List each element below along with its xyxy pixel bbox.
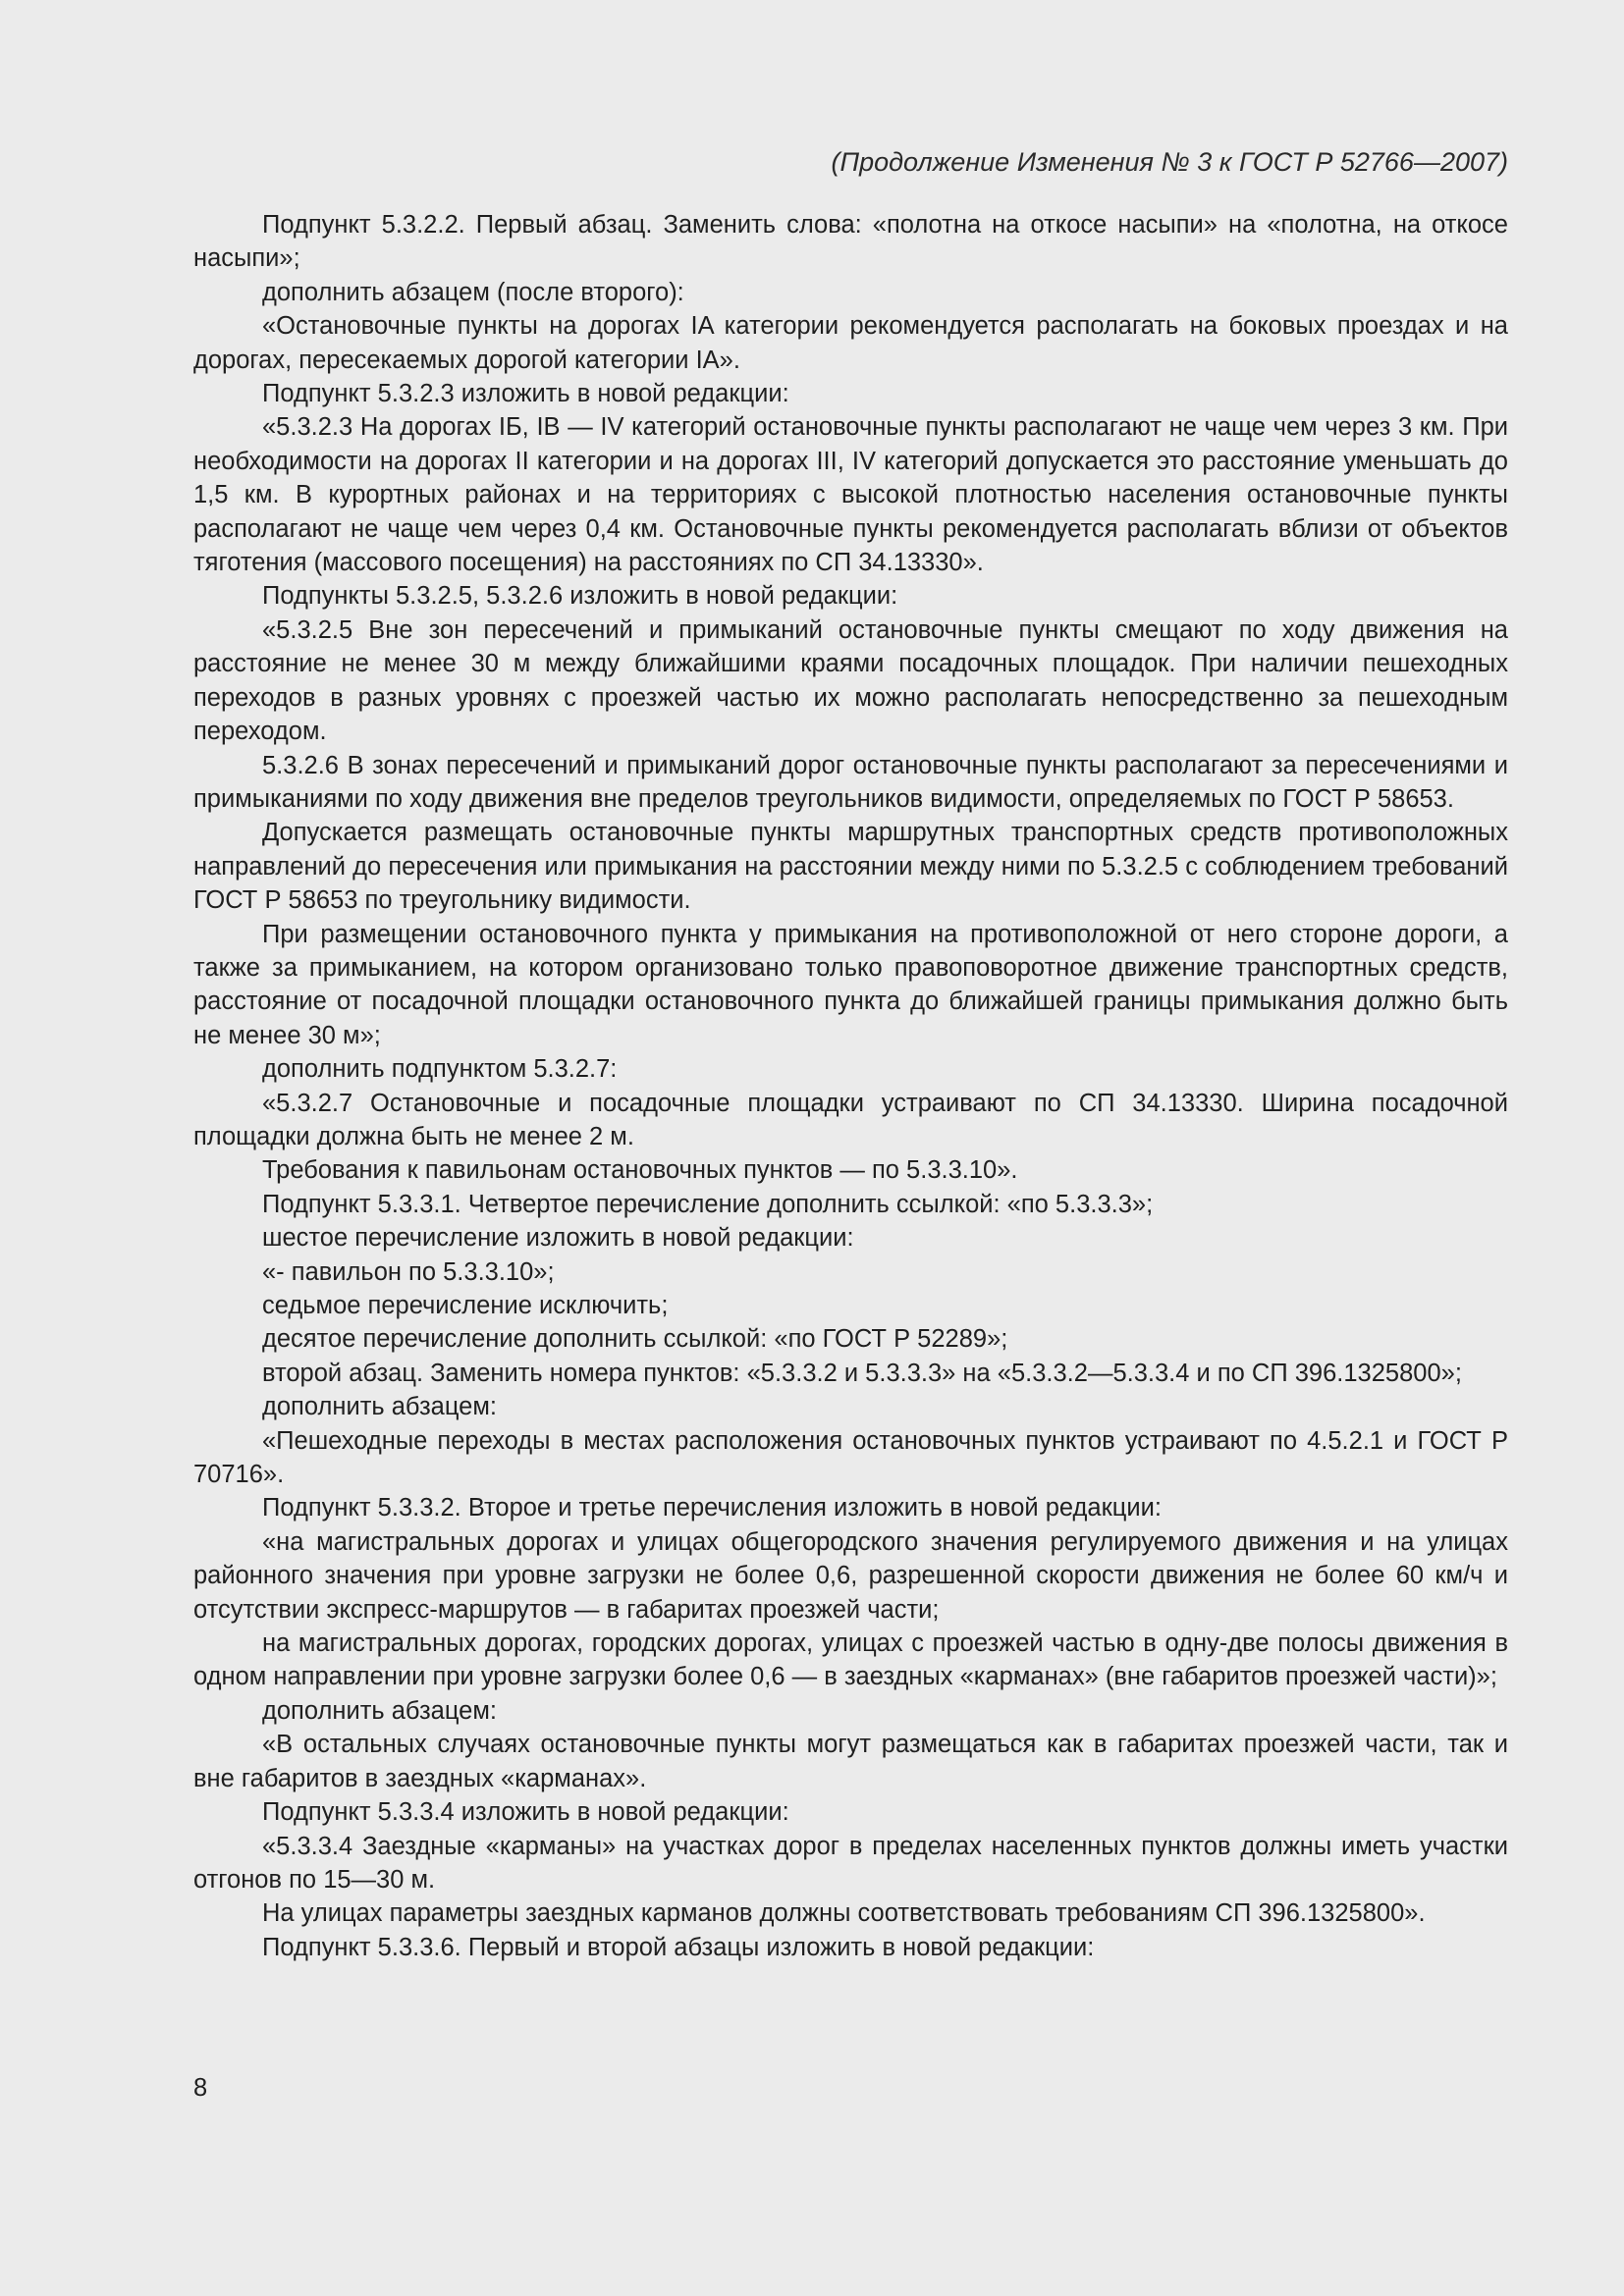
paragraph: Подпункт 5.3.3.6. Первый и второй абзацы изложить в новой редакции:: [262, 1933, 1095, 1961]
paragraph: шестое перечисление изложить в новой редакции:: [262, 1224, 854, 1253]
paragraph: дополнить абзацем:: [262, 1696, 497, 1725]
paragraph: Подпункт 5.3.3.1. Четвертое перечисление дополнить ссылкой: «по 5.3.3.3»;: [262, 1190, 1154, 1218]
paragraph: седьмое перечисление исключить;: [262, 1292, 669, 1319]
paragraph: «5.3.2.3 На дорогах IБ, IB — IV категорий остановочные пункты располагают не чаще чем через 3 км. При необходимости на дорогах II категории и на дорогах III, IV категорий допускается это расстояние уменьшать до 1,5 км. В курортных районах и на территориях с высокой плотностью населения остановочные пункты располагают не чаще чем через 0,4 км. Остановочные пункты рекомендуется располагать вблизи от объектов тяготения (массового посещения) на расстояниях по СП 34.13330».: [193, 413, 1508, 577]
paragraph: Допускается размещать остановочные пункты маршрутных транспортных средств противоположных направлений до пересечения или примыкания на расстоянии между ними по 5.3.2.5 с соблюдением требований ГОСТ Р 58653 по треугольнику видимости.: [193, 819, 1508, 915]
paragraph: второй абзац. Заменить номера пунктов: «5.3.3.2 и 5.3.3.3» на «5.3.3.2—5.3.3.4 и по СП 396.1325800»;: [262, 1359, 1462, 1387]
paragraph: Подпункты 5.3.2.5, 5.3.2.6 изложить в новой редакции:: [262, 582, 898, 611]
paragraph: Подпункт 5.3.3.2. Второе и третье перечисления изложить в новой редакции:: [262, 1494, 1162, 1522]
paragraph: «на магистральных дорогах и улицах общегородского значения регулируемого движения и на улицах районного значения при уровне загрузки не более 0,6, разрешенной скорости движения не более 60 км/ч и отсутствии экспресс-маршрутов — в габаритах проезжей части;: [193, 1527, 1508, 1624]
paragraph: На улицах параметры заездных карманов должны соответствовать требованиям СП 396.1325800».: [262, 1899, 1426, 1928]
paragraph: «5.3.3.4 Заездные «карманы» на участках дорог в пределах населенных пунктов должны иметь участки отгонов по 15—30 м.: [193, 1832, 1508, 1894]
paragraph: на магистральных дорогах, городских дорогах, улицах с проезжей частью в одну-две полосы движения в одном направлении при уровне загрузки более 0,6 — в заездных «карманах» (вне габаритов проезжей части)»;: [193, 1629, 1508, 1691]
paragraph: 5.3.2.6 В зонах пересечений и примыканий дорог остановочные пункты располагают за пересечениями и примыканиями по ходу движения вне пределов треугольников видимости, определяемых по ГОСТ Р 58653.: [193, 751, 1508, 813]
paragraph: «5.3.2.5 Вне зон пересечений и примыканий остановочные пункты смещают по ходу движения на расстояние не менее 30 м между ближайшими краями посадочных площадок. При наличии пешеходных переходов в разных уровнях с проезжей частью их можно располагать непосредственно за пешеходным переходом.: [193, 615, 1508, 746]
paragraph: дополнить абзацем (после второго):: [262, 278, 684, 306]
paragraph: «В остальных случаях остановочные пункты могут размещаться как в габаритах проезжей части, так и вне габаритов в заездных «карманах».: [193, 1731, 1508, 1792]
paragraph: дополнить абзацем:: [262, 1393, 497, 1421]
paragraph: дополнить подпунктом 5.3.2.7:: [262, 1055, 618, 1084]
paragraph: «5.3.2.7 Остановочные и посадочные площадки устраивают по СП 34.13330. Ширина посадочной площадки должна быть не менее 2 м.: [193, 1089, 1508, 1150]
paragraph: десятое перечисление дополнить ссылкой: «по ГОСТ Р 52289»;: [262, 1325, 1008, 1354]
paragraph: «Пешеходные переходы в местах расположения остановочных пунктов устраивают по 4.5.2.1 и ГОСТ Р 70716».: [193, 1426, 1508, 1489]
document-body: [193, 208, 1508, 1964]
paragraph: Подпункт 5.3.2.3 изложить в новой редакции:: [262, 380, 789, 408]
paragraph: «- павильон по 5.3.3.10»;: [262, 1257, 555, 1286]
paragraph: Подпункт 5.3.3.4 изложить в новой редакции:: [262, 1798, 789, 1827]
paragraph: Требования к павильонам остановочных пунктов — по 5.3.3.10».: [262, 1156, 1018, 1185]
paragraph: При размещении остановочного пункта у примыкания на противоположной от него стороне дороги, а также за примыканием, на котором организовано только правоповоротное движение транспортных средств, расстояние от посадочной площадки остановочного пункта до ближайшей границы примыкания должно быть не менее 30 м»;: [193, 920, 1508, 1049]
page-number: 8: [193, 2074, 208, 2102]
paragraph: Подпункт 5.3.2.2. Первый абзац. Заменить слова: «полотна на откосе насыпи» на «полотна, на откосе насыпи»;: [193, 211, 1508, 273]
paragraph: «Остановочные пункты на дорогах IA категории рекомендуется располагать на боковых проездах и на дорогах, пересекаемых дорогой категории IA».: [193, 312, 1508, 374]
running-header: (Продолжение Изменения № 3 к ГОСТ Р 52766—2007): [831, 147, 1508, 177]
